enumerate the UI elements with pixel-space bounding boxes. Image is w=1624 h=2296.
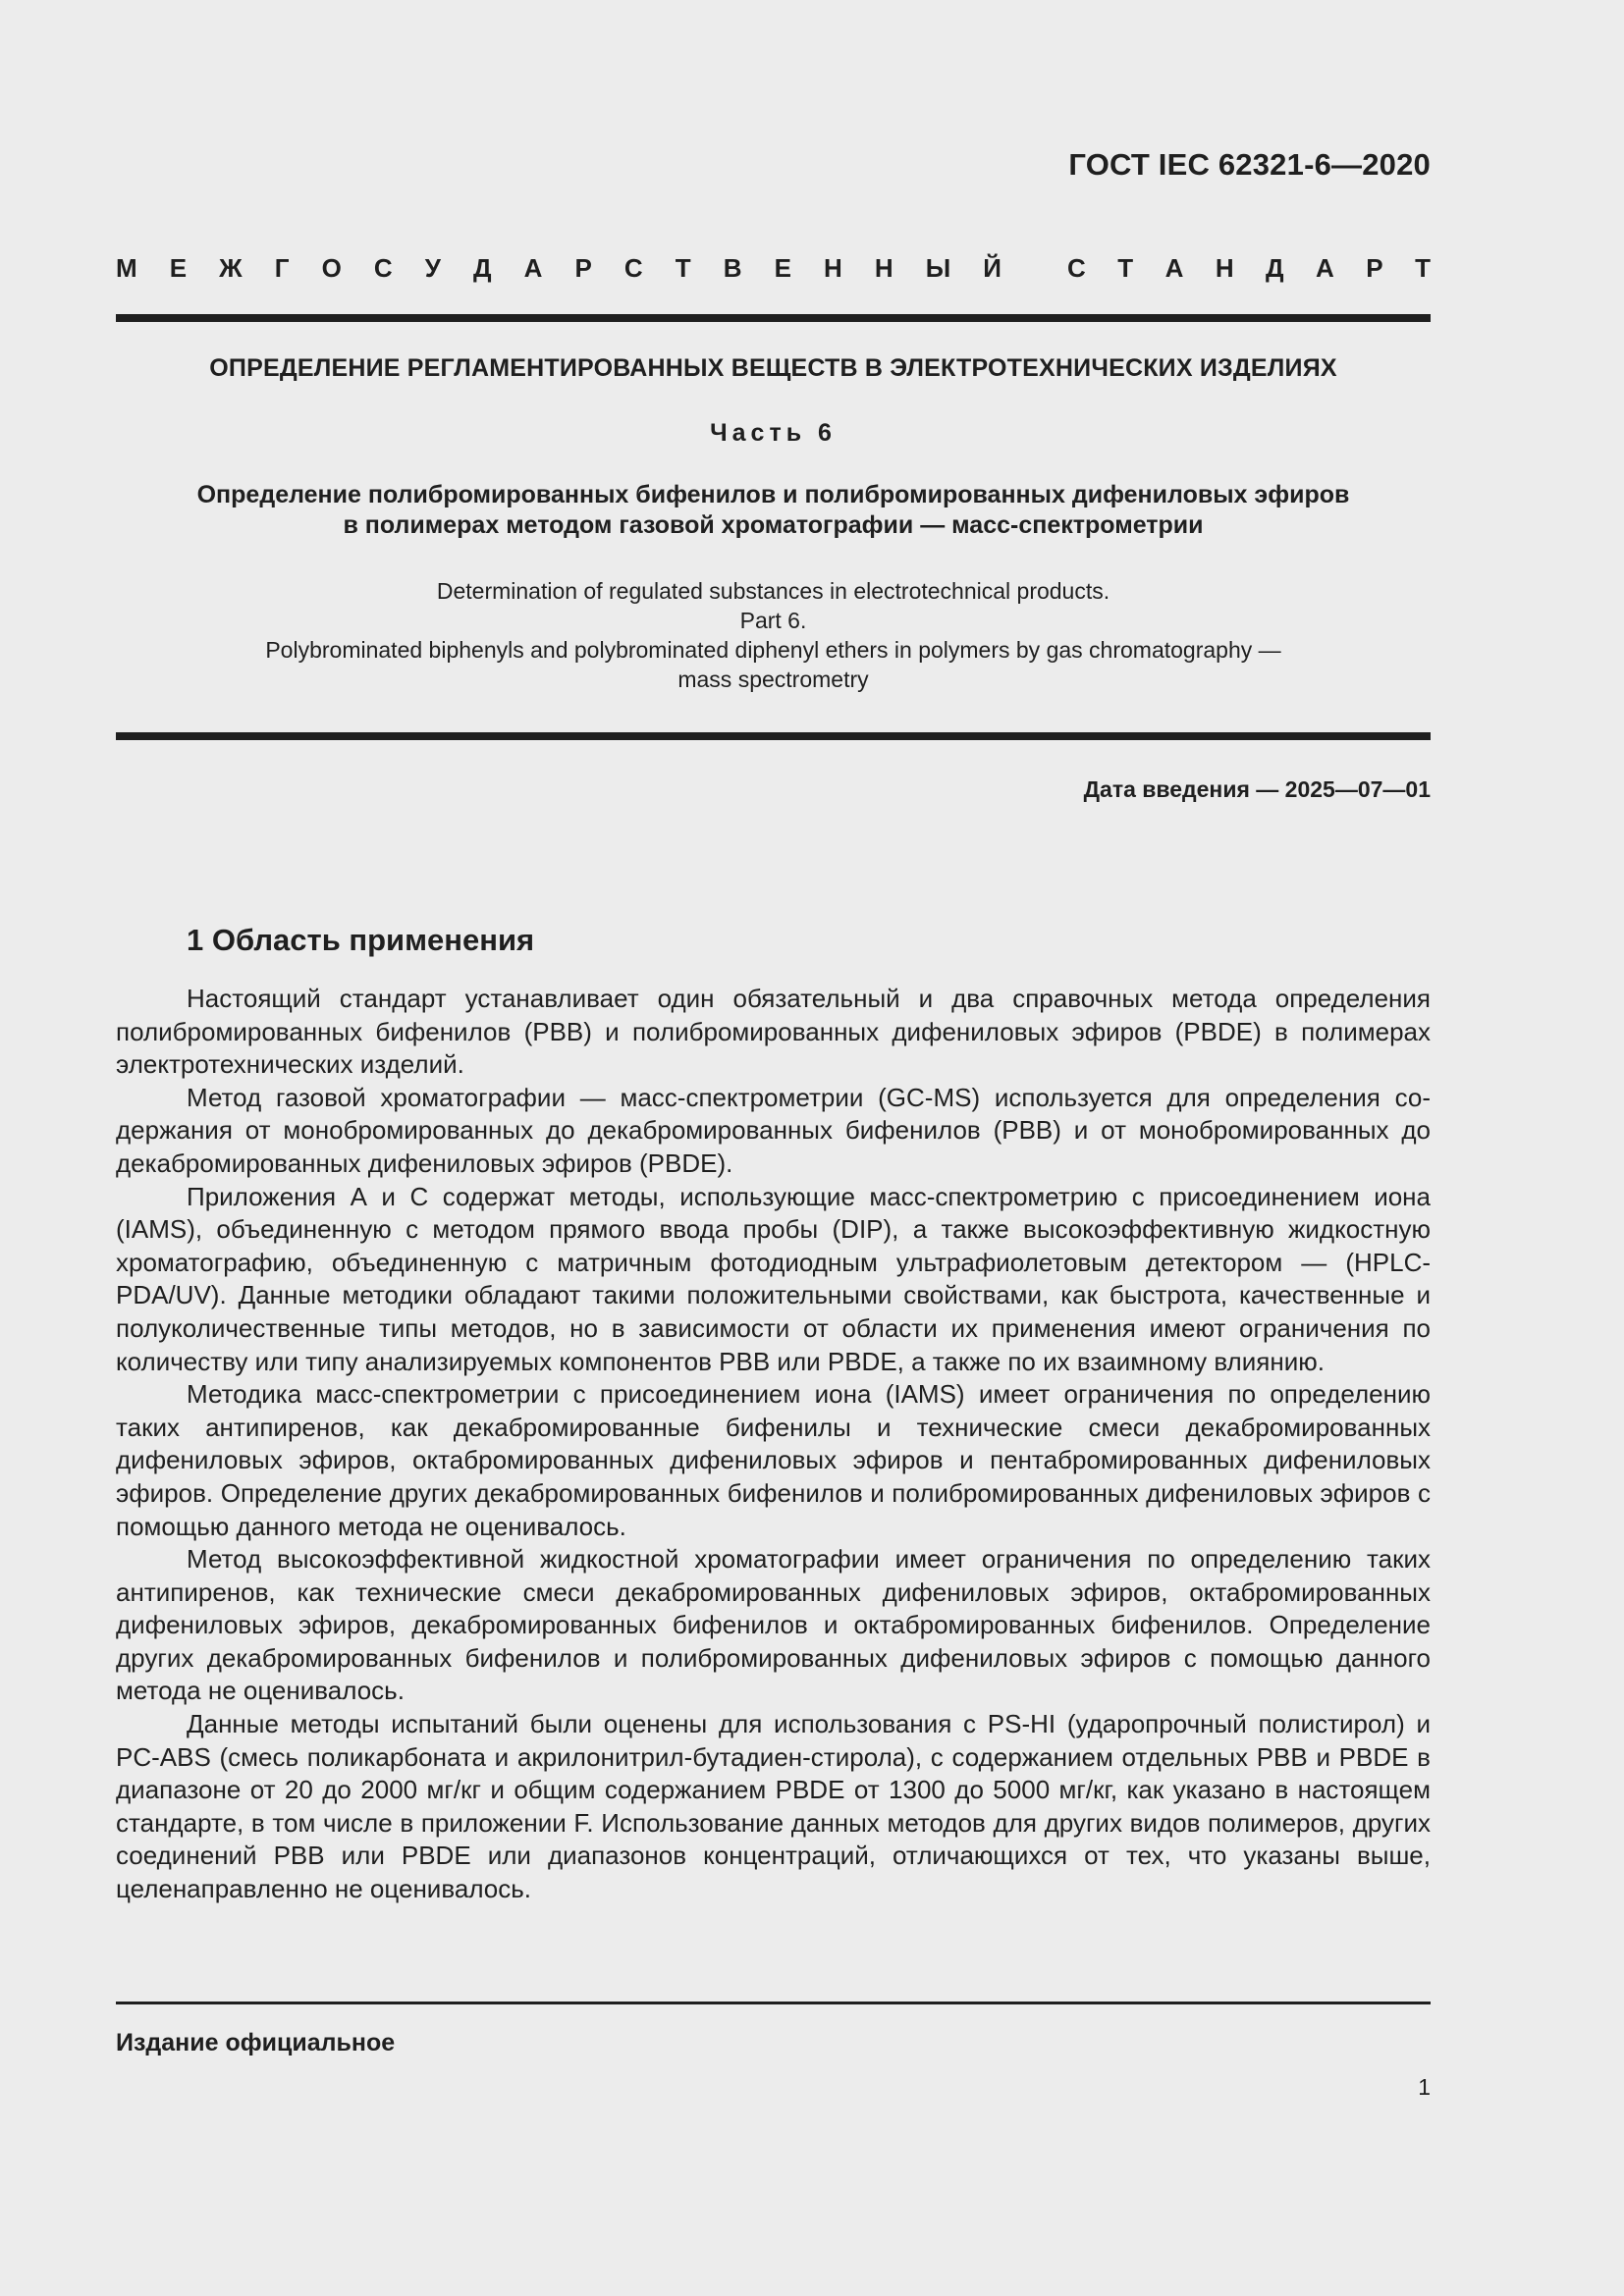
- document-page: [116, 0, 1431, 2296]
- banner-letter: Ы: [925, 253, 951, 283]
- banner-letter: Т: [1117, 253, 1134, 283]
- banner-letter: Н: [874, 253, 893, 283]
- banner-letter: Р: [1366, 253, 1383, 283]
- banner-letter: Д: [1266, 253, 1284, 283]
- english-title-line: Polybrominated biphenyls and polybrominated diphenyl ethers in polymers by gas chromatography —: [265, 637, 1281, 663]
- banner-letter: Е: [169, 253, 188, 283]
- banner-letter: Т: [1415, 253, 1431, 283]
- banner-letter: Т: [675, 253, 691, 283]
- banner-letter: С: [623, 253, 643, 283]
- body-paragraph: Методика масс-спектрометрии с присоединением иона (IAMS) имеет ограничения по определению таких антипиренов, как декабромированные бифенилы и технические смеси декабромированных дифениловых эфиров, октабромированных дифениловых эфиров и пентабромированных дифениловых эфиров. Определение других декабромированных бифенилов и полибромированных дифениловых эфиров с помощью данного метода не оценивалось.: [116, 1379, 1431, 1541]
- banner-letter: Е: [774, 253, 791, 283]
- banner-letter: А: [1164, 253, 1184, 283]
- banner-letter: С: [1067, 253, 1086, 283]
- english-title-line: Part 6.: [739, 608, 807, 633]
- banner-letter: Й: [983, 253, 1001, 283]
- standard-type-banner: [116, 253, 1431, 284]
- banner-letter: В: [723, 253, 742, 283]
- banner-letter: Ж: [219, 253, 243, 283]
- page-number: 1: [1418, 2074, 1431, 2100]
- document-number: ГОСТ IEC 62321-6—2020: [1068, 147, 1431, 182]
- main-title: ОПРЕДЕЛЕНИЕ РЕГЛАМЕНТИРОВАННЫХ ВЕЩЕСТВ В ЭЛЕКТРОТЕХНИЧЕСКИХ ИЗДЕЛИЯХ: [209, 354, 1337, 382]
- standard-type-word-standard: [1067, 253, 1431, 284]
- title-bottom-divider: [116, 732, 1431, 740]
- banner-letter: Г: [274, 253, 290, 283]
- body-paragraph: Метод высокоэффективной жидкостной хроматографии имеет ограничения по определению таких антипиренов, как технические смеси декабромированных дифениловых эфиров, октабромированных дифениловых эфиров, декабромированных бифенилов и октабромированных бифенилов. Определение других декабромированных бифенилов и полибромированных дифениловых эфиров с помощью данного метода не оценивалось.: [116, 1544, 1431, 1706]
- part-subtitle-line: Определение полибромированных бифенилов и полибромированных дифениловых эфиров: [196, 481, 1350, 508]
- english-title-line: mass spectrometry: [677, 667, 869, 692]
- standard-type-word-interstate: [116, 253, 1001, 284]
- part-subtitle: [116, 480, 1431, 541]
- edition-label: Издание официальное: [116, 2029, 396, 2056]
- banner-letter: М: [116, 253, 137, 283]
- top-divider: [116, 314, 1431, 322]
- footer-divider: [116, 2002, 1431, 2004]
- banner-letter: Н: [824, 253, 842, 283]
- banner-letter: Р: [574, 253, 592, 283]
- part-subtitle-line: в полимерах методом газовой хроматографии — масс-спектрометрии: [343, 511, 1204, 539]
- section-heading: 1 Область применения: [187, 923, 535, 957]
- part-label: Часть 6: [710, 419, 837, 447]
- banner-letter: С: [373, 253, 393, 283]
- body-paragraph: Настоящий стандарт устанавливает один обязательный и два справочных метода определения полибромированных бифенилов (PBB) и полибромированных дифениловых эфиров (PBDE) в полимерах электротехнических изделий.: [116, 984, 1431, 1080]
- body-paragraph: Данные методы испытаний были оценены для использования с PS-HI (ударопрочный полистирол) и PC-ABS (смесь поликарбоната и акрилонитрил-бутадиен-стирола), с содержанием отдельных PBB и PBDE в диапазоне от 20 до 2000 мг/кг и общим содержанием PBDE от 1300 до 5000 мг/кг, как указано в настоящем стандарте, в том числе в приложении F. Использование данных методов для других видов полимеров, других соединений PBB или PBDE или диапазонов концентраций, отличающихся от тех, что указаны выше, целенаправленно не оценивалось.: [116, 1709, 1431, 1904]
- body-paragraph: Приложения А и С содержат методы, использующие масс-спектрометрию с присоединением иона (IAMS), объединенную с методом прямого ввода пробы (DIP), а также высокоэффективную жидкостную хроматографию, объединенную с матричным фотодиодным ультрафиолетовым детектором — (HPLC-PDA/UV). Данные методики обладают такими положительными свойствами, как быстрота, качественные и полуколичественные типы методов, но в зависимости от области их применения имеют ограничения по количеству или типу анализируемых компонентов PBB или PBDE, а также по их взаимному влиянию.: [116, 1181, 1431, 1376]
- banner-letter: Д: [473, 253, 492, 283]
- banner-letter: У: [424, 253, 441, 283]
- banner-letter: О: [321, 253, 342, 283]
- banner-letter: Н: [1215, 253, 1234, 283]
- english-title: [116, 576, 1431, 694]
- english-title-line: Determination of regulated substances in electrotechnical products.: [436, 578, 1110, 604]
- body-paragraph: Метод газовой хроматографии — масс-спектрометрии (GC-MS) используется для определения содержания от монобромированных до декабромированных бифенилов (PBB) и от монобромированных до декабромированных дифениловых эфиров (PBDE).: [116, 1082, 1431, 1178]
- banner-letter: А: [523, 253, 543, 283]
- introduction-date: Дата введения — 2025—07—01: [1083, 776, 1431, 802]
- section-body: [116, 983, 1431, 1906]
- banner-letter: А: [1316, 253, 1334, 283]
